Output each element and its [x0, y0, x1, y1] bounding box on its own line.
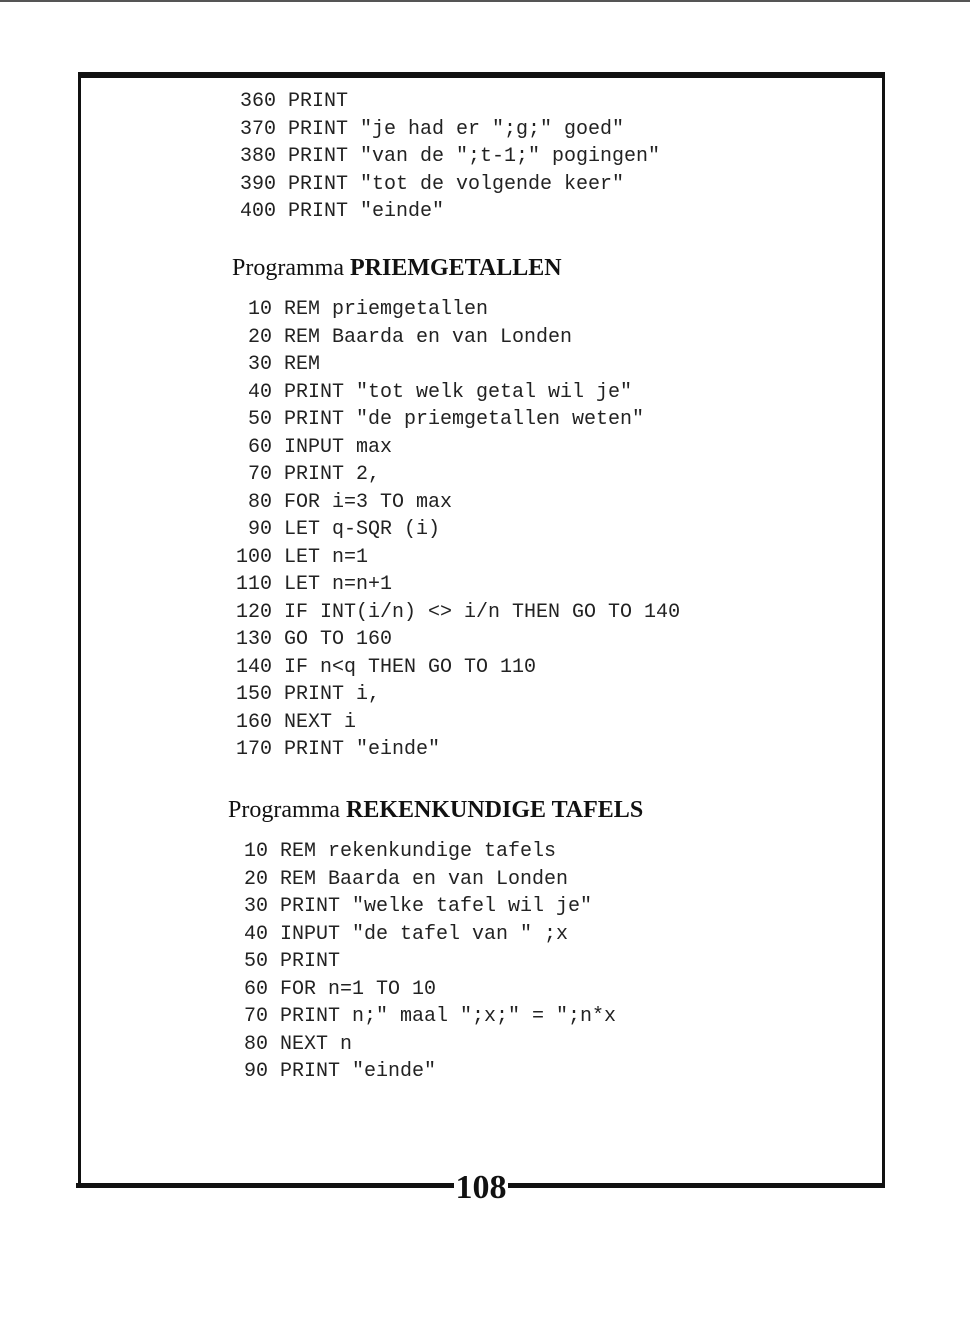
page-number: 108 [455, 1169, 507, 1206]
line-number: 150 [235, 683, 272, 706]
footer-rule-left [76, 1183, 454, 1188]
line-number: 90 [247, 518, 272, 541]
line-number: 120 [235, 600, 272, 624]
heading-prefix: Programma [228, 797, 340, 823]
line-number: 160 [235, 710, 272, 734]
code-statement: NEXT i [284, 710, 357, 734]
line-number: 70 [247, 463, 272, 486]
code-statement: PRINT i, [284, 683, 381, 706]
code-statement: PRINT n;" maal ";x;" = ";n*x [280, 1005, 617, 1028]
code-line [228, 544, 680, 572]
code-line [228, 1031, 616, 1059]
code-line [228, 296, 680, 324]
line-number: 40 [243, 922, 268, 946]
line-number: 380 [239, 145, 276, 168]
code-statement: FOR i=3 TO max [284, 490, 453, 514]
line-number: 400 [239, 200, 276, 223]
code-line [232, 171, 660, 199]
heading-prefix: Programma [232, 255, 344, 281]
code-line [228, 866, 616, 894]
code-statement: IF n<q THEN GO TO 110 [284, 655, 537, 679]
code-line [228, 681, 680, 709]
code-statement: PRINT "je had er ";g;" goed" [288, 117, 625, 141]
code-statement: FOR n=1 TO 10 [280, 977, 437, 1001]
line-number: 100 [235, 545, 272, 569]
code-line [228, 599, 680, 627]
line-number: 360 [239, 90, 276, 113]
line-number: 60 [243, 977, 268, 1001]
code-line [228, 406, 680, 434]
code-statement: IF INT(i/n) <> i/n THEN GO TO 140 [284, 600, 681, 624]
code-line [228, 461, 680, 489]
line-number: 80 [243, 1032, 268, 1056]
heading-title: REKENKUNDIGE TAFELS [345, 797, 644, 823]
line-number: 10 [243, 840, 268, 863]
code-statement: INPUT max [284, 435, 393, 459]
heading-title: PRIEMGETALLEN [349, 255, 562, 281]
line-number: 30 [247, 353, 272, 376]
code-line [232, 198, 660, 226]
code-statement: LET q-SQR (i) [284, 518, 441, 541]
line-number: 20 [243, 867, 268, 891]
code-line [228, 893, 616, 921]
line-number: 70 [243, 1005, 268, 1028]
code-statement: PRINT "welke tafel wil je" [280, 895, 593, 918]
code-line [228, 654, 680, 682]
code-line [228, 948, 616, 976]
code-statement: INPUT "de tafel van " ;x [280, 922, 569, 946]
footer-rule-right [508, 1183, 885, 1188]
code-line [232, 116, 660, 144]
code-line [228, 1058, 616, 1086]
code-statement: PRINT "van de ";t-1;" pogingen" [288, 145, 661, 168]
line-number: 390 [239, 172, 276, 196]
code-statement: PRINT "tot de volgende keer" [288, 172, 625, 196]
line-number: 90 [243, 1060, 268, 1083]
code-statement: PRINT "de priemgetallen weten" [284, 408, 645, 431]
line-number: 370 [239, 117, 276, 141]
line-number: 50 [243, 950, 268, 973]
code-line [228, 976, 616, 1004]
code-line [228, 489, 680, 517]
code-statement: PRINT "tot welk getal wil je" [284, 380, 633, 404]
code-line [228, 838, 616, 866]
code-statement: REM rekenkundige tafels [280, 840, 557, 863]
code-statement: PRINT 2, [284, 463, 381, 486]
code-line [228, 571, 680, 599]
code-statement: PRINT "einde" [284, 738, 441, 761]
code-statement: GO TO 160 [284, 628, 393, 651]
line-number: 10 [247, 298, 272, 321]
code-listing-priemgetallen [228, 296, 680, 764]
line-number: 50 [247, 408, 272, 431]
line-number: 110 [235, 573, 272, 596]
code-line [232, 143, 660, 171]
code-statement: PRINT "einde" [280, 1060, 437, 1083]
code-line [228, 921, 616, 949]
line-number: 170 [235, 738, 272, 761]
code-line [228, 709, 680, 737]
line-number: 20 [247, 325, 272, 349]
code-statement: LET n=n+1 [284, 573, 393, 596]
code-line [228, 434, 680, 462]
line-number: 140 [235, 655, 272, 679]
code-statement: NEXT n [280, 1032, 353, 1056]
code-statement: PRINT [280, 950, 341, 973]
line-number: 40 [247, 380, 272, 404]
code-line [228, 626, 680, 654]
section-heading-priemgetallen [232, 253, 562, 283]
code-line [228, 324, 680, 352]
code-statement: REM Baarda en van Londen [280, 867, 569, 891]
code-line [228, 1003, 616, 1031]
code-statement: REM priemgetallen [284, 298, 489, 321]
code-line [228, 379, 680, 407]
code-line [228, 736, 680, 764]
section-heading-tafels [228, 795, 643, 825]
code-statement: REM [284, 353, 321, 376]
code-listing-continuation [232, 88, 660, 226]
code-line [232, 88, 660, 116]
line-number: 80 [247, 490, 272, 514]
line-number: 60 [247, 435, 272, 459]
code-listing-tafels [228, 838, 616, 1086]
code-line [228, 351, 680, 379]
code-statement: PRINT "einde" [288, 200, 445, 223]
line-number: 130 [235, 628, 272, 651]
code-statement: PRINT [288, 90, 349, 113]
line-number: 30 [243, 895, 268, 918]
code-line [228, 516, 680, 544]
code-statement: LET n=1 [284, 545, 369, 569]
code-statement: REM Baarda en van Londen [284, 325, 573, 349]
top-edge-rule [0, 0, 970, 2]
